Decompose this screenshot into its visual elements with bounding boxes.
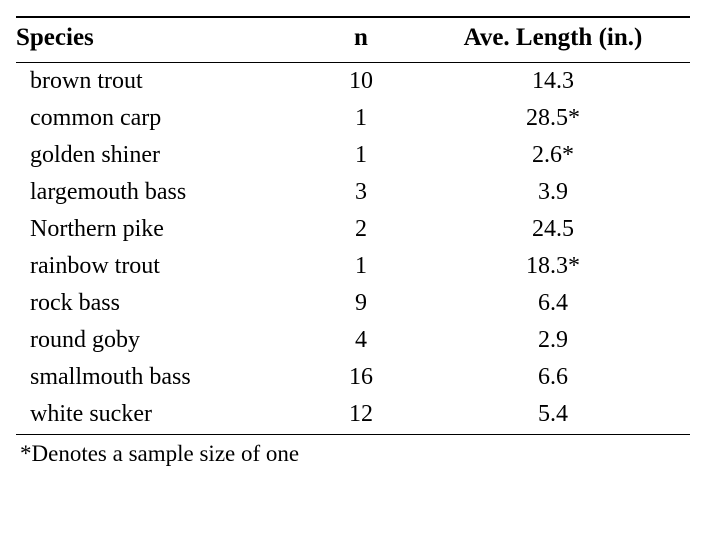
cell-species: brown trout xyxy=(30,68,143,94)
cell-n: 12 xyxy=(306,396,416,435)
cell-n: 16 xyxy=(349,364,373,390)
cell-n: 3 xyxy=(355,179,367,205)
cell-length: 5.4 xyxy=(416,396,690,435)
cell-species: rock bass xyxy=(30,290,120,316)
table-row xyxy=(16,396,690,435)
cell-length: 6.6 xyxy=(538,364,568,390)
cell-species: rainbow trout xyxy=(30,253,160,279)
cell-species: largemouth bass xyxy=(30,179,187,205)
table-row xyxy=(16,63,690,101)
column-header-n: n xyxy=(306,17,416,63)
column-header-average-length: Ave. Length (in.) xyxy=(416,17,690,63)
cell-length: 3.9 xyxy=(538,179,568,205)
table-body xyxy=(16,63,690,435)
table-header-row xyxy=(16,17,690,63)
cell-n: 1 xyxy=(355,142,367,168)
table-footnote: *Denotes a sample size of one xyxy=(20,441,300,466)
cell-length: 6.4 xyxy=(538,290,568,316)
table-row xyxy=(16,100,690,137)
table-header xyxy=(16,17,690,63)
cell-length: 2.6* xyxy=(532,142,574,168)
table-row xyxy=(16,322,690,359)
table-row xyxy=(16,248,690,285)
cell-length: 28.5* xyxy=(526,105,580,131)
table-row xyxy=(16,174,690,211)
table-row xyxy=(16,285,690,322)
cell-species: white sucker xyxy=(16,396,306,435)
cell-species: round goby xyxy=(30,327,140,353)
cell-n: 1 xyxy=(355,253,367,279)
cell-n: 4 xyxy=(355,327,367,353)
cell-length: 18.3* xyxy=(526,253,580,279)
cell-n: 9 xyxy=(355,290,367,316)
cell-n: 2 xyxy=(355,216,367,242)
cell-species: golden shiner xyxy=(30,142,160,168)
table-row xyxy=(16,359,690,396)
column-header-species: Species xyxy=(16,17,306,63)
table-row xyxy=(16,211,690,248)
cell-species: Northern pike xyxy=(30,216,164,242)
cell-n: 10 xyxy=(349,68,373,94)
cell-length: 24.5 xyxy=(532,216,574,242)
table-row xyxy=(16,137,690,174)
fish-species-table xyxy=(16,16,690,435)
cell-n: 1 xyxy=(355,105,367,131)
cell-length: 2.9 xyxy=(538,327,568,353)
cell-species: common carp xyxy=(30,105,162,131)
cell-species: smallmouth bass xyxy=(30,364,191,390)
cell-length: 14.3 xyxy=(532,68,574,94)
